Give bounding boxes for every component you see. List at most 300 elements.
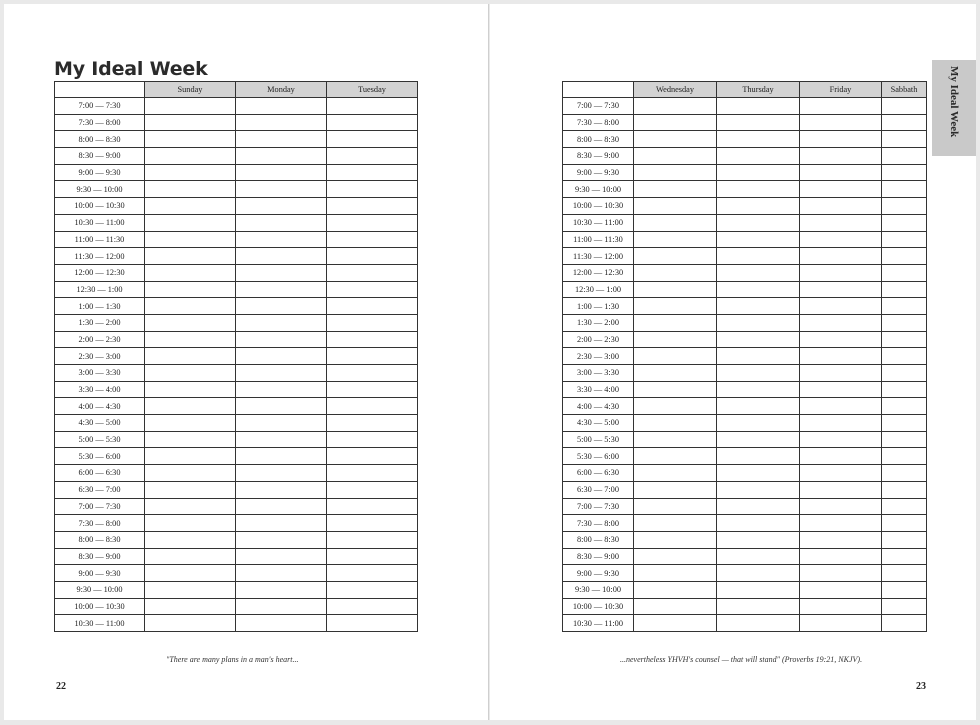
footer-quote: "There are many plans in a man's heart...	[166, 655, 299, 664]
schedule-cell	[236, 98, 327, 115]
schedule-cell	[882, 481, 927, 498]
schedule-cell	[717, 181, 800, 198]
table-header-row	[563, 82, 927, 98]
time-slot-label: 5:00 — 5:30	[563, 431, 634, 448]
table-row	[55, 615, 418, 632]
schedule-cell	[717, 281, 800, 298]
schedule-cell	[717, 498, 800, 515]
table-row	[563, 415, 927, 432]
schedule-cell	[717, 164, 800, 181]
schedule-cell	[800, 348, 882, 365]
schedule-cell	[327, 248, 418, 265]
table-row	[563, 248, 927, 265]
schedule-cell	[145, 314, 236, 331]
schedule-cell	[882, 498, 927, 515]
schedule-cell	[882, 565, 927, 582]
schedule-cell	[236, 281, 327, 298]
table-row	[563, 465, 927, 482]
schedule-cell	[236, 148, 327, 165]
schedule-cell	[800, 431, 882, 448]
table-row	[563, 131, 927, 148]
table-row	[563, 398, 927, 415]
schedule-cell	[634, 431, 717, 448]
schedule-cell	[800, 131, 882, 148]
time-slot-label: 8:30 — 9:00	[563, 548, 634, 565]
schedule-cell	[634, 148, 717, 165]
schedule-cell	[145, 331, 236, 348]
table-row	[55, 331, 418, 348]
schedule-cell	[717, 214, 800, 231]
schedule-cell	[717, 198, 800, 215]
time-slot-label: 10:30 — 11:00	[55, 214, 145, 231]
day-header-sunday: Sunday	[145, 82, 236, 98]
schedule-cell	[717, 381, 800, 398]
schedule-cell	[327, 198, 418, 215]
table-row	[563, 331, 927, 348]
schedule-cell	[634, 598, 717, 615]
time-header	[55, 82, 145, 98]
table-row	[563, 531, 927, 548]
schedule-cell	[145, 465, 236, 482]
schedule-cell	[327, 381, 418, 398]
time-slot-label: 4:00 — 4:30	[55, 398, 145, 415]
schedule-cell	[634, 331, 717, 348]
schedule-cell	[882, 214, 927, 231]
time-slot-label: 2:30 — 3:00	[55, 348, 145, 365]
schedule-cell	[634, 298, 717, 315]
page-number: 22	[56, 681, 66, 692]
time-slot-label: 10:00 — 10:30	[563, 198, 634, 215]
table-row	[55, 281, 418, 298]
time-header	[563, 82, 634, 98]
time-slot-label: 11:00 — 11:30	[563, 231, 634, 248]
time-slot-label: 8:30 — 9:00	[55, 548, 145, 565]
table-row	[563, 348, 927, 365]
schedule-cell	[327, 231, 418, 248]
schedule-cell	[327, 415, 418, 432]
schedule-cell	[800, 298, 882, 315]
table-row	[563, 164, 927, 181]
schedule-cell	[236, 598, 327, 615]
schedule-cell	[327, 531, 418, 548]
schedule-cell	[634, 448, 717, 465]
table-row	[55, 481, 418, 498]
table-row	[55, 565, 418, 582]
schedule-cell	[145, 515, 236, 532]
schedule-cell	[717, 415, 800, 432]
schedule-cell	[717, 365, 800, 382]
table-row	[55, 181, 418, 198]
schedule-cell	[145, 531, 236, 548]
table-row	[563, 581, 927, 598]
schedule-cell	[634, 214, 717, 231]
time-slot-label: 3:30 — 4:00	[563, 381, 634, 398]
schedule-cell	[236, 231, 327, 248]
schedule-cell	[800, 448, 882, 465]
schedule-cell	[717, 331, 800, 348]
schedule-cell	[882, 248, 927, 265]
time-slot-label: 6:00 — 6:30	[563, 465, 634, 482]
time-slot-label: 7:30 — 8:00	[563, 114, 634, 131]
time-slot-label: 11:00 — 11:30	[55, 231, 145, 248]
schedule-cell	[882, 415, 927, 432]
table-row	[55, 598, 418, 615]
schedule-cell	[145, 281, 236, 298]
time-slot-label: 9:30 — 10:00	[563, 581, 634, 598]
schedule-cell	[145, 114, 236, 131]
schedule-cell	[882, 181, 927, 198]
schedule-cell	[327, 331, 418, 348]
time-slot-label: 12:30 — 1:00	[55, 281, 145, 298]
time-slot-label: 11:30 — 12:00	[563, 248, 634, 265]
schedule-cell	[882, 381, 927, 398]
table-row	[55, 498, 418, 515]
schedule-cell	[717, 298, 800, 315]
schedule-cell	[717, 98, 800, 115]
schedule-cell	[236, 581, 327, 598]
table-header-row	[55, 82, 418, 98]
schedule-cell	[327, 581, 418, 598]
time-slot-label: 9:00 — 9:30	[563, 164, 634, 181]
time-slot-label: 10:30 — 11:00	[55, 615, 145, 632]
schedule-cell	[882, 298, 927, 315]
table-row	[563, 615, 927, 632]
right-page	[490, 4, 976, 720]
table-row	[563, 264, 927, 281]
schedule-cell	[717, 148, 800, 165]
time-slot-label: 6:30 — 7:00	[55, 481, 145, 498]
schedule-cell	[327, 481, 418, 498]
table-row	[55, 348, 418, 365]
schedule-cell	[236, 398, 327, 415]
day-header-tuesday: Tuesday	[327, 82, 418, 98]
table-row	[563, 148, 927, 165]
time-slot-label: 2:30 — 3:00	[563, 348, 634, 365]
schedule-cell	[800, 531, 882, 548]
schedule-cell	[327, 515, 418, 532]
schedule-cell	[800, 214, 882, 231]
time-slot-label: 7:00 — 7:30	[563, 98, 634, 115]
schedule-cell	[882, 581, 927, 598]
schedule-cell	[717, 348, 800, 365]
schedule-cell	[327, 431, 418, 448]
schedule-cell	[717, 398, 800, 415]
schedule-cell	[634, 565, 717, 582]
schedule-cell	[800, 231, 882, 248]
schedule-cell	[236, 615, 327, 632]
schedule-cell	[882, 264, 927, 281]
schedule-cell	[236, 348, 327, 365]
schedule-cell	[634, 365, 717, 382]
schedule-cell	[327, 148, 418, 165]
schedule-cell	[236, 365, 327, 382]
table-row	[563, 214, 927, 231]
schedule-cell	[634, 498, 717, 515]
schedule-cell	[145, 598, 236, 615]
schedule-cell	[882, 548, 927, 565]
time-slot-label: 1:00 — 1:30	[563, 298, 634, 315]
schedule-cell	[634, 515, 717, 532]
table-row	[55, 415, 418, 432]
schedule-cell	[327, 281, 418, 298]
schedule-cell	[882, 148, 927, 165]
schedule-cell	[327, 598, 418, 615]
table-row	[55, 248, 418, 265]
schedule-cell	[634, 548, 717, 565]
time-slot-label: 6:00 — 6:30	[55, 465, 145, 482]
time-slot-label: 10:00 — 10:30	[55, 198, 145, 215]
schedule-cell	[882, 131, 927, 148]
table-row	[55, 198, 418, 215]
schedule-cell	[236, 448, 327, 465]
table-row	[563, 598, 927, 615]
table-row	[55, 131, 418, 148]
section-tab-label: My Ideal Week	[948, 66, 960, 138]
schedule-cell	[882, 231, 927, 248]
schedule-cell	[236, 164, 327, 181]
schedule-cell	[327, 448, 418, 465]
schedule-cell	[145, 548, 236, 565]
table-row	[55, 581, 418, 598]
schedule-cell	[800, 515, 882, 532]
schedule-cell	[717, 248, 800, 265]
schedule-cell	[236, 415, 327, 432]
schedule-cell	[717, 465, 800, 482]
day-header-thursday: Thursday	[717, 82, 800, 98]
schedule-cell	[634, 181, 717, 198]
schedule-cell	[634, 381, 717, 398]
time-slot-label: 4:30 — 5:00	[55, 415, 145, 432]
table-row	[55, 515, 418, 532]
table-row	[563, 565, 927, 582]
schedule-cell	[800, 481, 882, 498]
schedule-cell	[327, 465, 418, 482]
day-header-friday: Friday	[800, 82, 882, 98]
schedule-cell	[236, 548, 327, 565]
table-row	[563, 98, 927, 115]
table-row	[55, 548, 418, 565]
schedule-cell	[327, 264, 418, 281]
schedule-cell	[145, 415, 236, 432]
schedule-cell	[882, 448, 927, 465]
schedule-cell	[236, 314, 327, 331]
section-tab	[932, 60, 976, 156]
schedule-cell	[145, 481, 236, 498]
table-row	[563, 181, 927, 198]
time-slot-label: 7:30 — 8:00	[55, 114, 145, 131]
schedule-cell	[634, 281, 717, 298]
schedule-cell	[634, 164, 717, 181]
table-row	[563, 515, 927, 532]
time-slot-label: 8:00 — 8:30	[563, 531, 634, 548]
time-slot-label: 10:00 — 10:30	[563, 598, 634, 615]
time-slot-label: 3:00 — 3:30	[563, 365, 634, 382]
schedule-cell	[800, 381, 882, 398]
time-slot-label: 5:30 — 6:00	[55, 448, 145, 465]
schedule-cell	[236, 431, 327, 448]
schedule-cell	[882, 531, 927, 548]
table-row	[55, 531, 418, 548]
table-row	[55, 164, 418, 181]
time-slot-label: 12:00 — 12:30	[55, 264, 145, 281]
schedule-cell	[800, 248, 882, 265]
schedule-cell	[717, 548, 800, 565]
schedule-cell	[236, 465, 327, 482]
schedule-cell	[145, 498, 236, 515]
schedule-cell	[800, 314, 882, 331]
time-slot-label: 2:00 — 2:30	[563, 331, 634, 348]
schedule-cell	[800, 198, 882, 215]
schedule-cell	[800, 98, 882, 115]
time-slot-label: 4:30 — 5:00	[563, 415, 634, 432]
schedule-cell	[634, 398, 717, 415]
time-slot-label: 9:30 — 10:00	[55, 181, 145, 198]
schedule-cell	[327, 314, 418, 331]
schedule-cell	[634, 465, 717, 482]
schedule-cell	[882, 114, 927, 131]
schedule-cell	[327, 298, 418, 315]
schedule-cell	[800, 365, 882, 382]
schedule-cell	[236, 114, 327, 131]
table-row	[55, 114, 418, 131]
schedule-cell	[634, 231, 717, 248]
schedule-cell	[327, 214, 418, 231]
table-row	[563, 481, 927, 498]
schedule-cell	[800, 181, 882, 198]
schedule-cell	[634, 198, 717, 215]
schedule-cell	[882, 431, 927, 448]
schedule-cell	[327, 565, 418, 582]
schedule-cell	[145, 98, 236, 115]
time-slot-label: 10:00 — 10:30	[55, 598, 145, 615]
schedule-cell	[717, 531, 800, 548]
time-slot-label: 5:30 — 6:00	[563, 448, 634, 465]
schedule-cell	[882, 198, 927, 215]
schedule-cell	[800, 415, 882, 432]
time-slot-label: 11:30 — 12:00	[55, 248, 145, 265]
left-page	[4, 4, 489, 720]
schedule-cell	[145, 431, 236, 448]
schedule-cell	[145, 231, 236, 248]
time-slot-label: 9:00 — 9:30	[55, 565, 145, 582]
time-slot-label: 5:00 — 5:30	[55, 431, 145, 448]
schedule-cell	[882, 398, 927, 415]
page-title: My Ideal Week	[54, 58, 208, 80]
schedule-cell	[236, 331, 327, 348]
time-slot-label: 8:30 — 9:00	[563, 148, 634, 165]
schedule-cell	[634, 481, 717, 498]
schedule-cell	[800, 615, 882, 632]
schedule-cell	[800, 264, 882, 281]
schedule-cell	[236, 181, 327, 198]
schedule-cell	[236, 565, 327, 582]
schedule-cell	[327, 131, 418, 148]
table-row	[55, 448, 418, 465]
table-row	[55, 214, 418, 231]
ideal-week-table-right	[562, 81, 927, 632]
time-slot-label: 8:30 — 9:00	[55, 148, 145, 165]
schedule-cell	[717, 314, 800, 331]
table-row	[55, 431, 418, 448]
schedule-cell	[236, 248, 327, 265]
time-slot-label: 1:30 — 2:00	[563, 314, 634, 331]
schedule-cell	[145, 148, 236, 165]
schedule-cell	[634, 615, 717, 632]
table-row	[55, 298, 418, 315]
schedule-cell	[236, 214, 327, 231]
schedule-cell	[800, 581, 882, 598]
schedule-cell	[634, 581, 717, 598]
time-slot-label: 7:00 — 7:30	[55, 498, 145, 515]
schedule-cell	[145, 365, 236, 382]
time-slot-label: 7:30 — 8:00	[55, 515, 145, 532]
table-row	[563, 198, 927, 215]
schedule-cell	[634, 348, 717, 365]
schedule-cell	[717, 264, 800, 281]
schedule-cell	[145, 248, 236, 265]
schedule-cell	[634, 415, 717, 432]
schedule-cell	[236, 481, 327, 498]
time-slot-label: 6:30 — 7:00	[563, 481, 634, 498]
schedule-cell	[145, 348, 236, 365]
schedule-cell	[145, 581, 236, 598]
schedule-cell	[145, 164, 236, 181]
schedule-cell	[882, 465, 927, 482]
schedule-cell	[800, 465, 882, 482]
time-slot-label: 9:00 — 9:30	[55, 164, 145, 181]
table-row	[55, 148, 418, 165]
table-row	[55, 465, 418, 482]
time-slot-label: 4:00 — 4:30	[563, 398, 634, 415]
schedule-cell	[327, 98, 418, 115]
day-header-monday: Monday	[236, 82, 327, 98]
time-slot-label: 8:00 — 8:30	[563, 131, 634, 148]
schedule-cell	[327, 348, 418, 365]
schedule-cell	[717, 431, 800, 448]
schedule-cell	[145, 198, 236, 215]
schedule-cell	[327, 615, 418, 632]
table-row	[563, 314, 927, 331]
schedule-cell	[717, 581, 800, 598]
schedule-cell	[800, 331, 882, 348]
schedule-cell	[634, 114, 717, 131]
schedule-cell	[717, 114, 800, 131]
table-row	[55, 314, 418, 331]
schedule-cell	[882, 515, 927, 532]
table-row	[563, 448, 927, 465]
schedule-cell	[236, 264, 327, 281]
table-row	[55, 381, 418, 398]
schedule-cell	[236, 515, 327, 532]
schedule-cell	[327, 365, 418, 382]
schedule-cell	[882, 615, 927, 632]
schedule-cell	[634, 248, 717, 265]
schedule-cell	[800, 565, 882, 582]
schedule-cell	[145, 181, 236, 198]
schedule-cell	[800, 164, 882, 181]
schedule-cell	[145, 264, 236, 281]
schedule-cell	[800, 148, 882, 165]
footer-quote: ...nevertheless YHVH's counsel — that will stand" (Proverbs 19:21, NKJV).	[620, 655, 863, 664]
table-row	[563, 498, 927, 515]
schedule-cell	[327, 498, 418, 515]
time-slot-label: 3:00 — 3:30	[55, 365, 145, 382]
schedule-cell	[882, 598, 927, 615]
schedule-cell	[145, 448, 236, 465]
time-slot-label: 1:00 — 1:30	[55, 298, 145, 315]
schedule-cell	[882, 281, 927, 298]
time-slot-label: 8:00 — 8:30	[55, 131, 145, 148]
